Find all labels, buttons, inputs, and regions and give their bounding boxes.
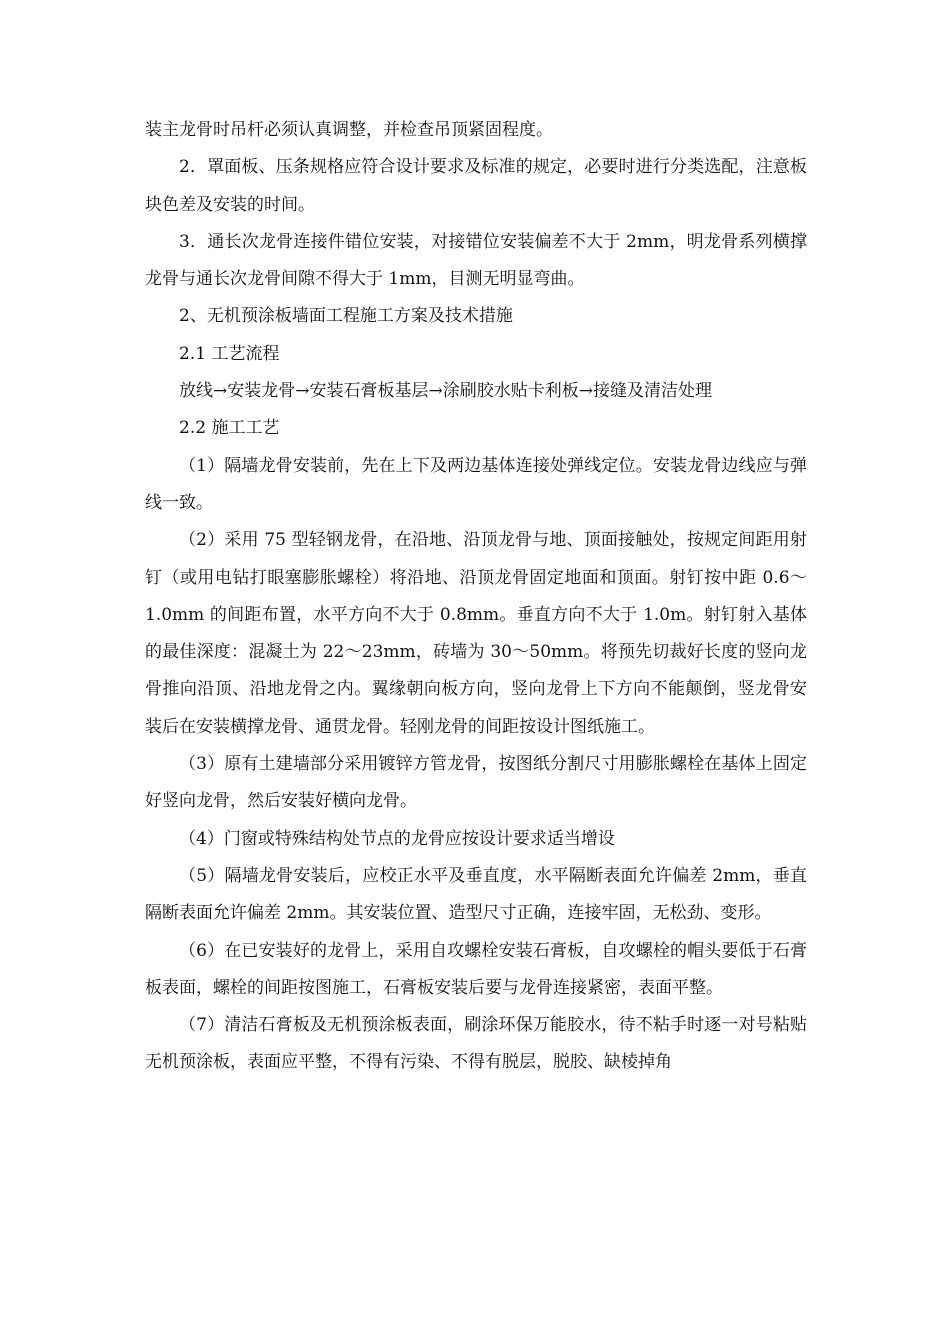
step-4: （4）门窗或特殊结构处节点的龙骨应按设计要求适当增设 [179,828,615,849]
subsection-heading-2-2: 2.2 施工工艺 [179,418,280,439]
document-body [145,112,807,1082]
process-flow: 放线→安装龙骨→安装石膏板基层→涂刷胶水贴卡利板→接缝及清洁处理 [179,381,712,402]
step-6: （6）在已安装好的龙骨上，采用自攻螺栓安装石膏板，自攻螺栓的帽头要低于石膏板表面，螺栓的间距按图施工，石膏板安装后要与龙骨连接紧密，表面平整。 [145,940,807,998]
paragraph-item-2: 2．罩面板、压条规格应符合设计要求及标准的规定，必要时进行分类选配，注意板块色差及安装的时间。 [145,157,807,215]
step-5: （5）隔墙龙骨安装后，应校正水平及垂直度，水平隔断表面允许偏差 2mm，垂直隔断表面允许偏差 2mm。其安装位置、造型尺寸正确，连接牢固，无松劲、变形。 [145,865,807,924]
step-3: （3）原有土建墙部分采用镀锌方管龙骨，按图纸分割尺寸用膨胀螺栓在基体上固定好竖向龙骨，然后安装好横向龙骨。 [145,754,807,812]
subsection-heading-2-1: 2.1 工艺流程 [179,343,280,364]
step-7: （7）清洁石膏板及无机预涂板表面，刷涂环保万能胶水，待不粘手时逐一对号粘贴无机预涂板，表面应平整，不得有污染、不得有脱层，脱胶、缺棱掉角 [145,1015,807,1073]
step-1: （1）隔墙龙骨安装前，先在上下及两边基体连接处弹线定位。安装龙骨边线应与弹线一致。 [145,455,807,513]
section-heading-2: 2、无机预涂板墙面工程施工方案及技术措施 [179,306,513,327]
paragraph-continuation: 装主龙骨时吊杆必须认真调整，并检查吊顶紧固程度。 [145,120,553,140]
paragraph-item-3: 3．通长次龙骨连接件错位安装，对接错位安装偏差不大于 2mm，明龙骨系列横撑龙骨与通长次龙骨间隙不得大于 1mm，目测无明显弯曲。 [145,231,807,290]
step-2: （2）采用 75 型轻钢龙骨，在沿地、沿顶龙骨与地、顶面接触处，按规定间距用射钉（或用电钻打眼塞膨胀螺栓）将沿地、沿顶龙骨固定地面和顶面。射钉按中距 0.6～1.0mm 的间距布置，水平方向不大于 0.8mm。垂直方向不大于 1.0m。射钉射入基体的最佳深度：混凝土为 22～23mm，砖墙为 30～50mm。将预先切裁好长度的竖向龙骨推向沿顶、沿地龙骨之内。翼缘朝向板方向，竖向龙骨上下方向不能颠倒，竖龙骨安装后在安装横撑龙骨、通贯龙骨。轻刚龙骨的间距按设计图纸施工。 [145,530,807,737]
